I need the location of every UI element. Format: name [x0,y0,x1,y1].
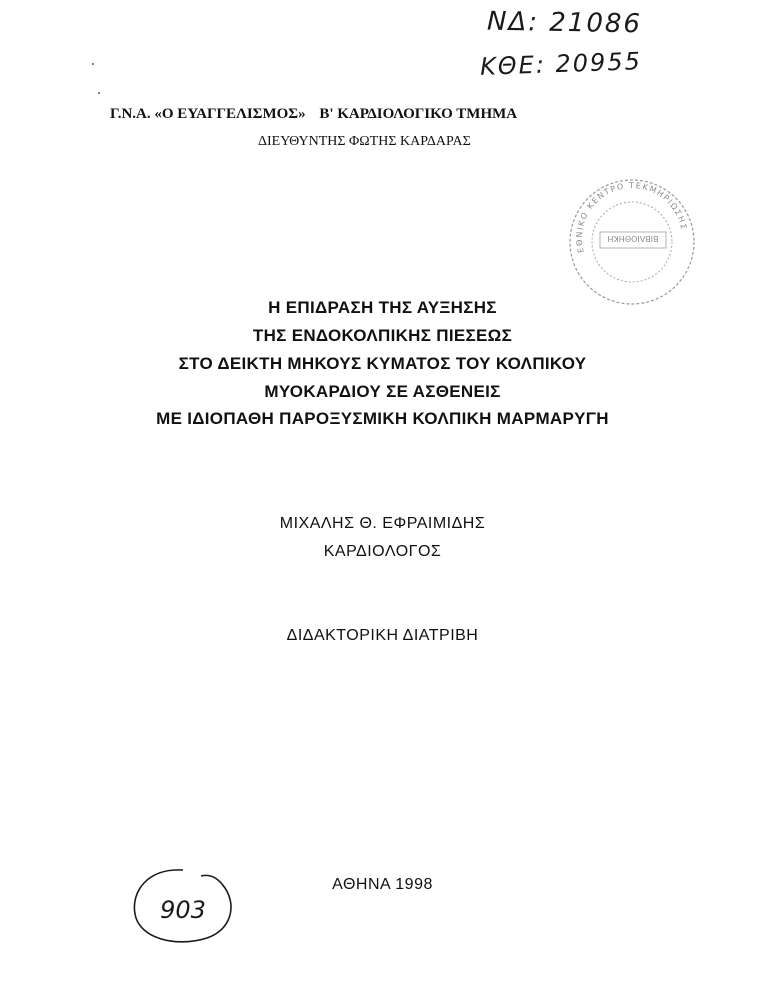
title-line-3: ΣΤΟ ΔΕΙΚΤΗ ΜΗΚΟΥΣ ΚΥΜΑΤΟΣ ΤΟΥ ΚΟΛΠΙΚΟΥ [178,354,587,373]
scan-speck [98,92,100,94]
stamp-ring-text: ΕΘΝΙΚΟ ΚΕΝΤΡΟ ΤΕΚΜΗΡΙΩΣΗΣ [574,180,689,254]
title-line-1: Η ΕΠΙΔΡΑΣΗ ΤΗΣ ΑΥΞΗΣΗΣ [268,298,497,317]
stamp-center-text: ΒΙΒΛΙΟΘΗΚΗ [607,234,659,243]
title-line-4: ΜΥΟΚΑΡΔΙΟΥ ΣΕ ΑΣΘΕΝΕΙΣ [264,382,501,401]
title-line-2: ΤΗΣ ΕΝΔΟΚΟΛΠΙΚΗΣ ΠΙΕΣΕΩΣ [252,326,513,345]
header-institution-line [110,106,670,123]
library-stamp [562,172,702,312]
institution-name: Γ.Ν.Α. «Ο ΕΥΑΓΓΕΛΙΣΜΟΣ» [110,106,306,122]
place-and-year: ΑΘΗΝΑ 1998 [332,876,433,893]
handwritten-page-number [125,862,245,952]
thesis-type: ΔΙΔΑΚΤΟΡΙΚΗ ΔΙΑΤΡΙΒΗ [286,627,479,644]
handwritten-catalog-number: ΚΘΕ: 20955 [479,47,643,81]
department-name: Β' ΚΑΡΔΙΟΛΟΓΙΚΟ ΤΜΗΜΑ [319,106,518,122]
page-number-text: 903 [160,896,206,924]
director-line: ΔΙΕΥΘΥΝΤΗΣ ΦΩΤΗΣ ΚΑΡΔΑΡΑΣ [258,134,471,149]
title-line-5: ΜΕ ΙΔΙΟΠΑΘΗ ΠΑΡΟΞΥΣΜΙΚΗ ΚΟΛΠΙΚΗ ΜΑΡΜΑΡΥΓΗ [156,409,609,428]
author-role: ΚΑΡΔΙΟΛΟΓΟΣ [323,543,442,560]
scan-speck [92,63,94,65]
handwritten-accession-number: ΝΔ: 21086 [486,6,643,40]
author-name: ΜΙΧΑΛΗΣ Θ. ΕΦΡΑΙΜΙΔΗΣ [279,515,486,532]
